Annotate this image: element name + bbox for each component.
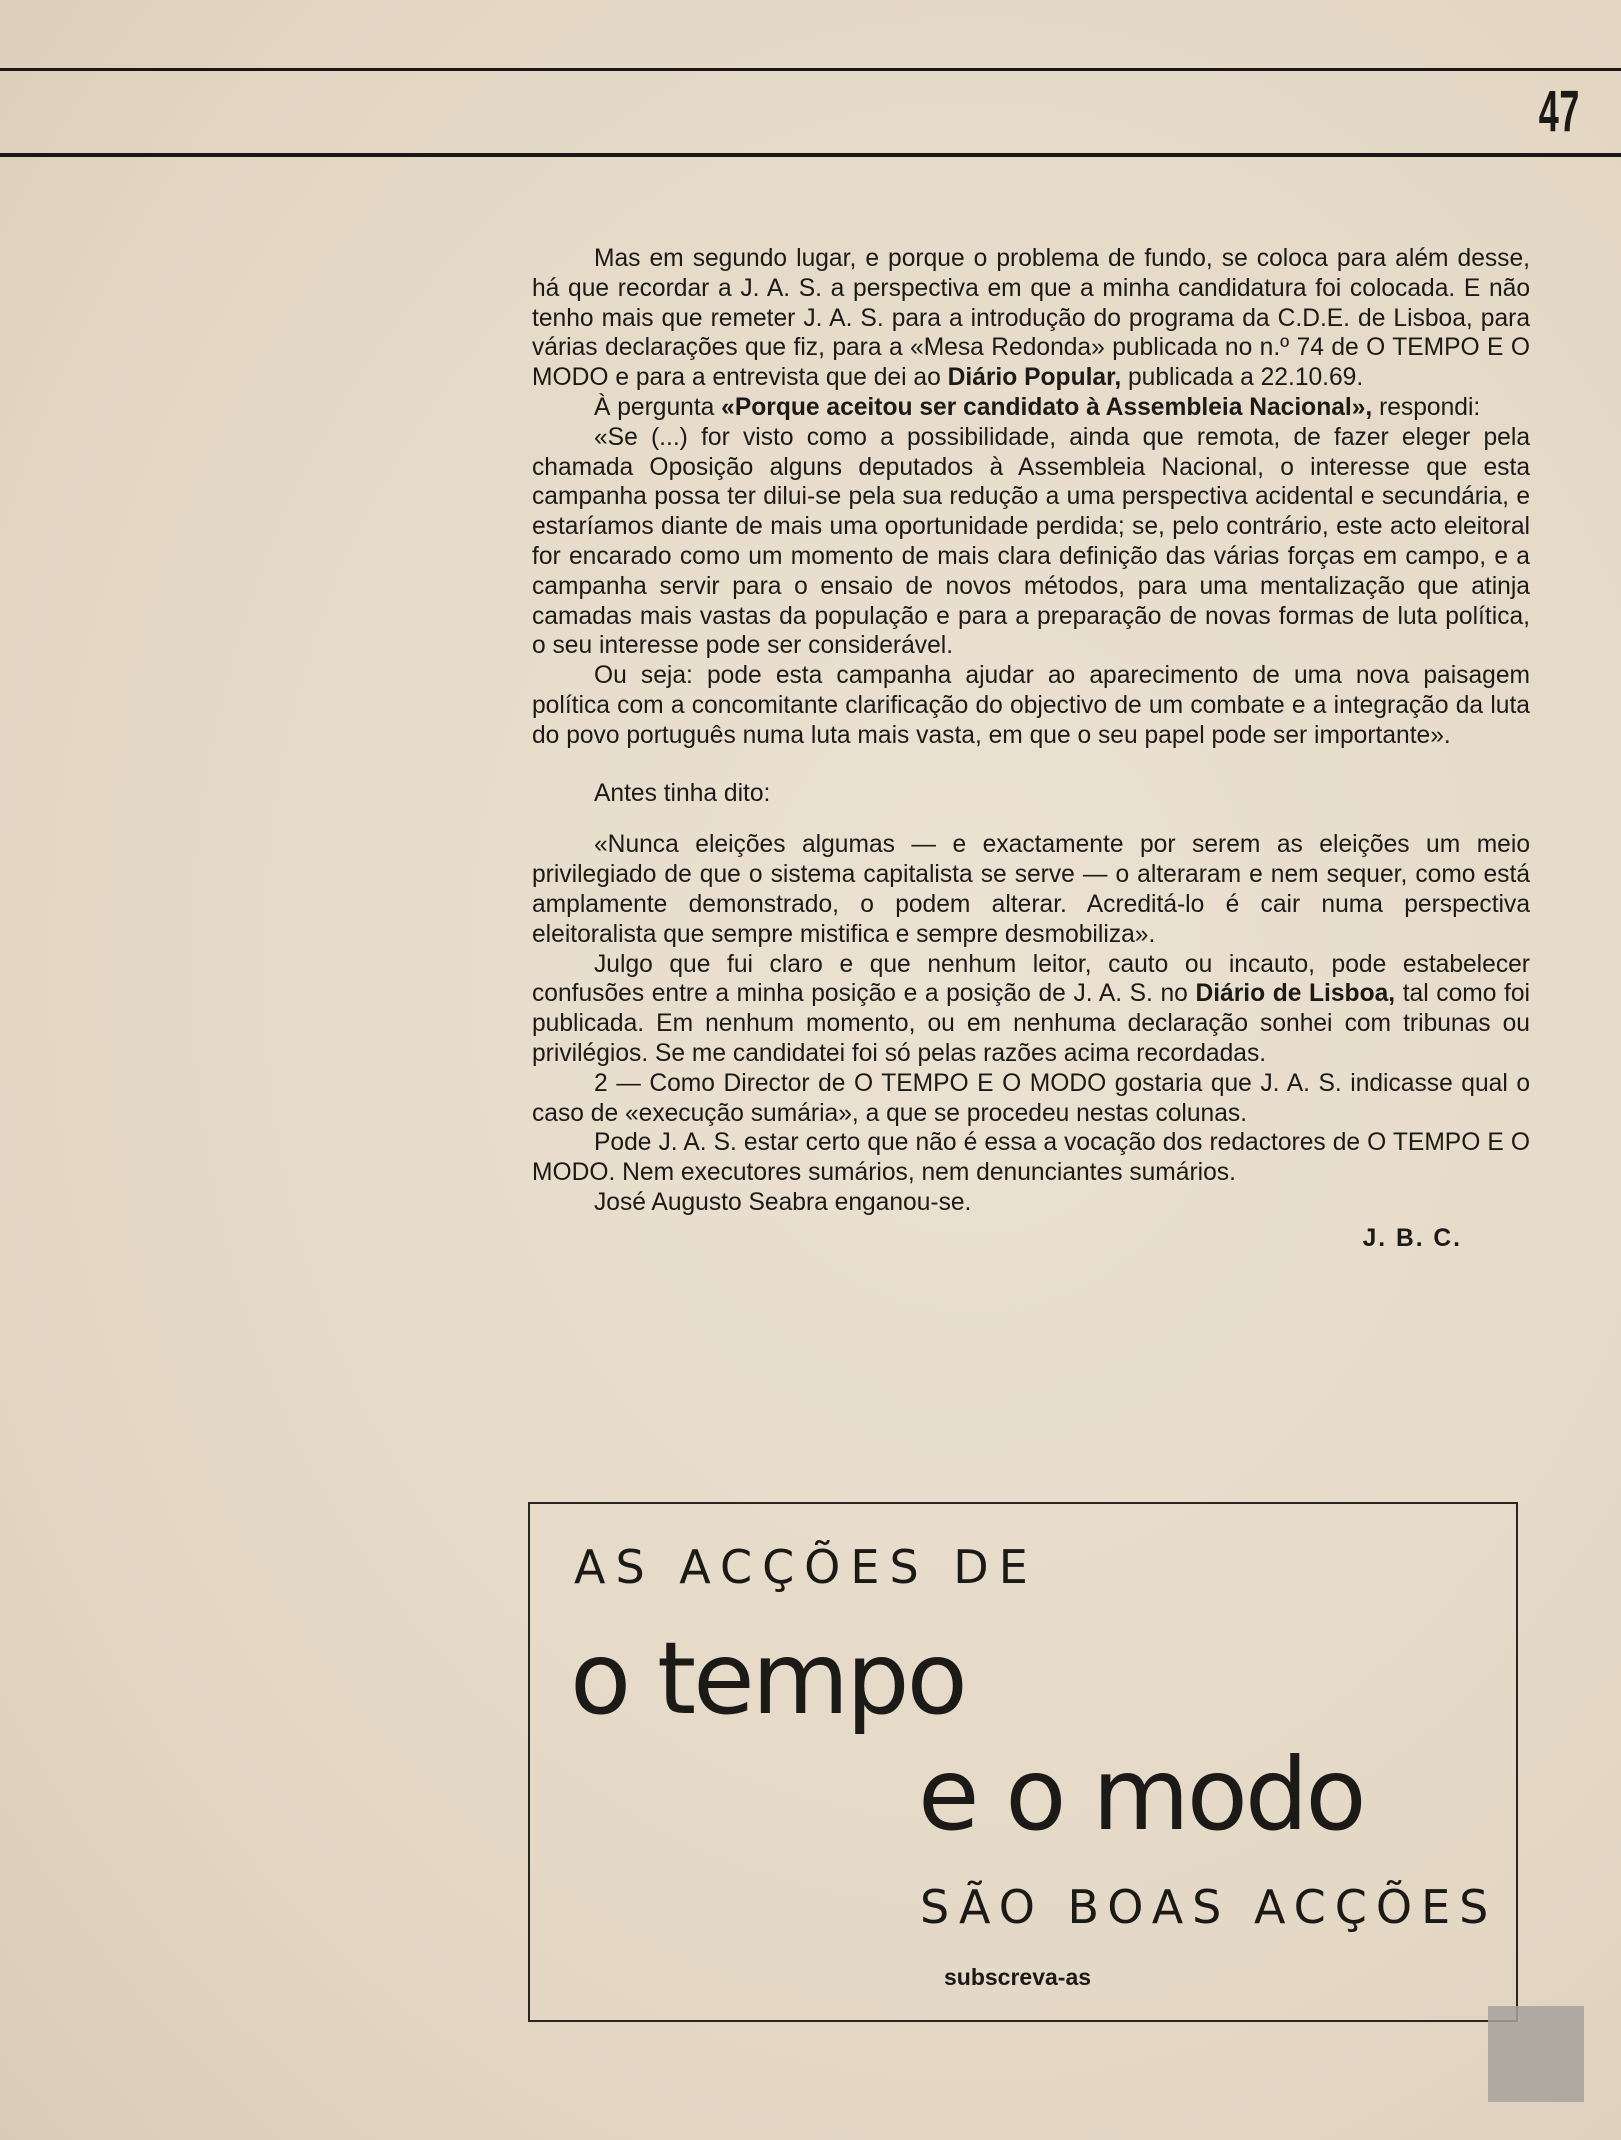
- paragraph-text: Antes tinha dito:: [594, 779, 771, 807]
- paragraph-text: Ou seja: pode esta campanha ajudar ao aparecimento de uma nova paisagem política com a concomitante clarificação do objectivo de um combate e a integração da luta do povo português numa luta mais vasta, em que o seu papel pode ser importante».: [532, 662, 1530, 749]
- archive-logo: [1488, 2006, 1584, 2102]
- paragraph-text: Mas em segundo lugar, e porque o problema de fundo, se coloca para além desse, há que recordar a J. A. S. a perspectiva em que a minha candidatura foi colocada. E não tenho mais que remeter J. A. S. para a introdução do programa da C.D.E. de Lisboa, para várias declarações que fiz, para a «Mesa Redonda» publicada no n.º 74 de O TEMPO E O MODO e para a entrevista que dei ao: [532, 245, 1530, 392]
- article-paragraph: [532, 244, 1530, 393]
- paragraph-text: 2 — Como Director de O TEMPO E O MODO gostaria que J. A. S. indicasse qual o caso de «execução sumária», a que se procedeu nestas colunas.: [532, 1069, 1530, 1127]
- paragraph-text: respondi:: [1372, 393, 1481, 421]
- header-rule-top: [0, 68, 1621, 71]
- article-paragraph: [532, 779, 1530, 809]
- ad-headline: AS ACÇÕES DE: [574, 1540, 1038, 1594]
- article-paragraph: [532, 661, 1530, 750]
- article-paragraph: [532, 830, 1530, 949]
- author-signature: J. B. C.: [1362, 1224, 1462, 1252]
- article-paragraph: [532, 950, 1530, 1069]
- bold-reference: Diário Popular,: [947, 364, 1122, 392]
- article-paragraph: [532, 1069, 1530, 1129]
- ad-brand-line-2: e o modo: [918, 1736, 1364, 1853]
- article-paragraph: [532, 423, 1530, 661]
- paragraph-text: «Nunca eleições algumas — e exactamente por serem as eleições um meio privilegiado de que o sistema capitalista se serve — o alteraram e nem sequer, como está amplamente demonstrado, o podem alterar. Acreditá-lo é cair numa perspectiva eleitoralista que sempre mistifica e sempre desmobiliza».: [532, 831, 1530, 948]
- paragraph-text: Julgo que fui claro e que nenhum leitor, cauto ou incauto, pode estabelecer confusões entre a minha posição e a posição de J. A. S. no: [532, 950, 1530, 1008]
- article-paragraphs: [532, 244, 1530, 1218]
- article-body: [532, 244, 1530, 1254]
- article-paragraph: [532, 1128, 1530, 1188]
- paragraph-text: À pergunta: [594, 393, 722, 421]
- subscription-advertisement: [528, 1502, 1518, 2022]
- page-number: 47: [1538, 79, 1580, 144]
- paragraph-text: José Augusto Seabra enganou-se.: [594, 1188, 972, 1216]
- paragraph-text: publicada a 22.10.69.: [1121, 364, 1364, 392]
- paragraph-text: «Se (...) for visto como a possibilidade, ainda que remota, de fazer eleger pela chamada Oposição alguns deputados à Assembleia Nacional, o interesse que esta campanha possa ter dilui-se pela sua redução a uma perspectiva acidental e secundária, e estaríamos diante de mais uma oportunidade perdida; se, pelo contrário, este acto eleitoral for encarado como um momento de mais clara definição das várias forças em campo, e a campanha servir para o ensaio de novos métodos, para uma mentalização que atinja camadas mais vastas da população e para a preparação de novas formas de luta política, o seu interesse pode ser considerável.: [532, 423, 1530, 660]
- ad-call-to-action: subscreva-as: [944, 1964, 1092, 1990]
- bold-reference: Diário de Lisboa,: [1195, 980, 1396, 1008]
- paragraph-text: tal como foi publicada. Em nenhum momento, ou em nenhuma declaração sonhei com tribunas ou privilégios. Se me candidatei foi só pelas razões acima recordadas.: [532, 980, 1531, 1067]
- bold-reference: «Porque aceitou ser candidato à Assembleia Nacional»,: [721, 393, 1373, 421]
- ad-brand-line-1: o tempo: [570, 1620, 965, 1737]
- ad-tagline: SÃO BOAS ACÇÕES: [920, 1880, 1498, 1934]
- header-rule-bottom: [0, 153, 1621, 157]
- article-paragraph: [532, 1188, 1530, 1218]
- article-paragraph: [532, 393, 1530, 423]
- paragraph-text: Pode J. A. S. estar certo que não é essa a vocação dos redactores de O TEMPO E O MODO. Nem executores sumários, nem denunciantes sumários.: [532, 1129, 1530, 1187]
